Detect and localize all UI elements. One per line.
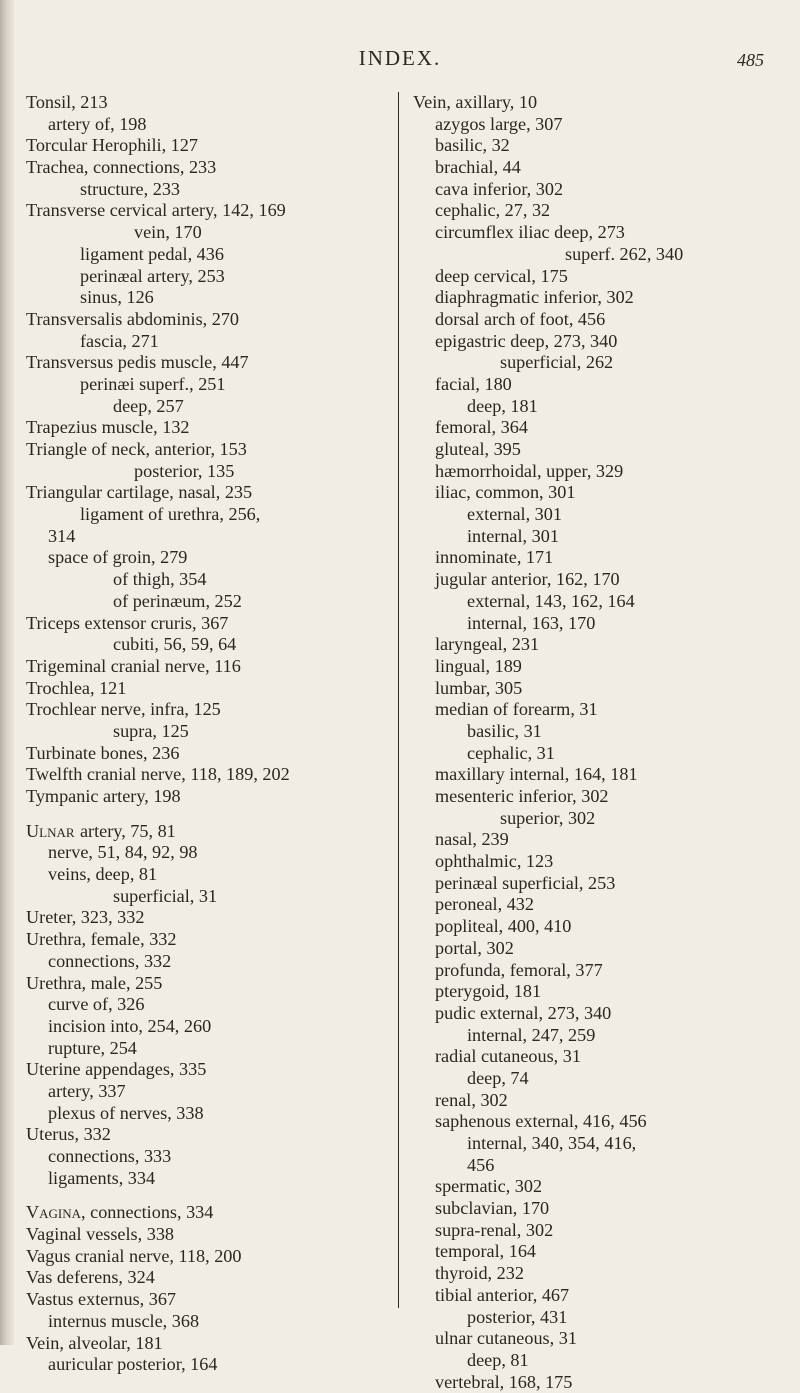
index-entry: auricular posterior, 164 <box>48 1354 218 1375</box>
index-entry: Urethra, male, 255 <box>26 972 163 993</box>
index-entry: curve of, 326 <box>48 994 145 1015</box>
index-entry: cephalic, 31 <box>467 742 555 763</box>
index-entry: supra-renal, 302 <box>435 1219 554 1240</box>
index-entry <box>26 1202 381 1224</box>
index-entry: jugular anterior, 162, 170 <box>435 569 620 590</box>
index-entry: deep, 81 <box>467 1349 529 1370</box>
index-entry: internal, 163, 170 <box>467 612 596 633</box>
index-entry: subclavian, 170 <box>435 1198 550 1219</box>
index-entry: veins, deep, 81 <box>48 864 158 885</box>
index-entry: median of forearm, 31 <box>435 699 598 720</box>
index-column-left <box>26 92 381 1376</box>
index-entry: posterior, 135 <box>134 460 235 481</box>
index-entry: superficial, 31 <box>113 885 218 906</box>
index-entry: ligaments, 334 <box>48 1167 156 1188</box>
index-entry: brachial, 44 <box>435 157 521 178</box>
book-spine-shadow <box>0 0 14 1345</box>
index-entry: structure, 233 <box>80 178 181 199</box>
index-entry: deep cervical, 175 <box>435 265 568 286</box>
index-entry: saphenous external, 416, 456 <box>435 1111 647 1132</box>
index-entry: cubiti, 56, 59, 64 <box>113 634 237 655</box>
index-entry: ligament pedal, 436 <box>80 243 224 264</box>
index-entry: Turbinate bones, 236 <box>26 742 180 763</box>
index-entry: deep, 257 <box>113 395 184 416</box>
index-entry-head: Vagina <box>26 1202 82 1223</box>
index-entry: Torcular Herophili, 127 <box>26 135 198 156</box>
index-entry: Twelfth cranial nerve, 118, 189, 202 <box>26 764 290 785</box>
index-entry: Vastus externus, 367 <box>26 1289 177 1310</box>
index-entry: cephalic, 27, 32 <box>435 200 551 221</box>
index-entry: internus muscle, 368 <box>48 1310 200 1331</box>
index-entry: Trigeminal cranial nerve, 116 <box>26 655 241 676</box>
index-entry: peroneal, 432 <box>435 894 534 915</box>
index-entry: supra, 125 <box>113 720 189 741</box>
index-entry: azygos large, 307 <box>435 113 563 134</box>
index-entry: Uterine appendages, 335 <box>26 1059 207 1080</box>
index-entry: Transversus pedis muscle, 447 <box>26 352 249 373</box>
index-entry: ophthalmic, 123 <box>435 851 554 872</box>
index-entry: mesenteric inferior, 302 <box>435 786 609 806</box>
index-entry: deep, 181 <box>467 395 538 416</box>
index-entry: artery of, 198 <box>48 113 147 134</box>
index-entry: ligament of urethra, 256, <box>80 504 261 525</box>
index-entry: fascia, 271 <box>80 330 159 351</box>
index-entry-text: artery, 75, 81 <box>79 820 176 841</box>
index-entry: lingual, 189 <box>435 655 522 676</box>
index-entry: superficial, 262 <box>500 352 614 373</box>
index-entry: innominate, 171 <box>435 547 554 568</box>
index-entry: Vein, axillary, 10 <box>413 92 538 112</box>
index-entry: connections, 333 <box>48 1146 172 1166</box>
index-entry: ulnar cutaneous, 31 <box>435 1328 577 1349</box>
index-entry: perinæal artery, 253 <box>80 265 225 286</box>
index-entry: sinus, 126 <box>80 287 154 308</box>
index-entry: cava inferior, 302 <box>435 178 564 199</box>
index-entry: Ureter, 323, 332 <box>26 907 145 928</box>
index-entry: temporal, 164 <box>435 1241 537 1262</box>
index-entry-text: , connections, 334 <box>81 1202 214 1223</box>
index-entry: Trochlea, 121 <box>26 677 127 698</box>
index-entry: radial cutaneous, 31 <box>435 1046 581 1067</box>
index-entry: external, 301 <box>467 504 562 525</box>
index-entry: Triangle of neck, anterior, 153 <box>26 439 247 459</box>
page-title: INDEX. <box>358 46 442 70</box>
index-entry: artery, 337 <box>48 1080 126 1101</box>
index-entry: basilic, 32 <box>435 135 510 156</box>
index-entry: gluteal, 395 <box>435 439 521 459</box>
index-entry: posterior, 431 <box>467 1306 568 1327</box>
index-entry: spermatic, 302 <box>435 1176 543 1197</box>
index-entry: renal, 302 <box>435 1089 508 1110</box>
index-entry: external, 143, 162, 164 <box>467 590 635 611</box>
index-entry: connections, 332 <box>48 950 172 971</box>
index-entry: nerve, 51, 84, 92, 98 <box>48 842 198 863</box>
index-entry-head: Ulnar <box>26 820 75 841</box>
index-entry: dorsal arch of foot, 456 <box>435 308 606 329</box>
index-entry: Transversalis abdominis, 270 <box>26 308 240 329</box>
index-entry: maxillary internal, 164, 181 <box>435 764 638 785</box>
index-entry: epigastric deep, 273, 340 <box>435 330 618 351</box>
index-entry: lumbar, 305 <box>435 677 523 698</box>
index-entry: pudic external, 273, 340 <box>435 1002 612 1023</box>
index-entry: Vein, alveolar, 181 <box>26 1332 163 1353</box>
index-entry: vein, 170 <box>134 222 202 243</box>
index-entry: profunda, femoral, 377 <box>435 959 603 980</box>
page-header <box>0 0 800 80</box>
index-entry: thyroid, 232 <box>435 1263 524 1284</box>
index-entry: diaphragmatic inferior, 302 <box>435 287 634 308</box>
index-entry: 456 <box>467 1154 495 1175</box>
index-entry: Vas deferens, 324 <box>26 1267 155 1288</box>
index-entry: hæmorrhoidal, upper, 329 <box>435 460 624 481</box>
index-entry: vertebral, 168, 175 <box>435 1371 573 1392</box>
index-column-right <box>413 92 768 1393</box>
index-entry: Transverse cervical artery, 142, 169 <box>26 200 286 221</box>
index-entry: Vagus cranial nerve, 118, 200 <box>26 1245 242 1266</box>
index-entry: Urethra, female, 332 <box>26 929 177 950</box>
index-entry: perinæal superficial, 253 <box>435 872 616 893</box>
index-entry: circumflex iliac deep, 273 <box>435 222 625 243</box>
index-entry: Tympanic artery, 198 <box>26 786 181 806</box>
index-entry: of thigh, 354 <box>113 569 207 590</box>
index-entry: pterygoid, 181 <box>435 981 542 1002</box>
index-entry: superior, 302 <box>500 807 596 828</box>
index-entry: Trachea, connections, 233 <box>26 157 217 178</box>
index-entry: laryngeal, 231 <box>435 634 540 655</box>
index-entry: Tonsil, 213 <box>26 92 108 112</box>
index-entry: plexus of nerves, 338 <box>48 1102 204 1123</box>
index-entry: perinæi superf., 251 <box>80 373 226 394</box>
index-entry: deep, 74 <box>467 1067 529 1088</box>
index-entry: internal, 247, 259 <box>467 1024 596 1045</box>
index-entry: 314 <box>48 525 76 546</box>
index-entry: internal, 340, 354, 416, <box>467 1133 637 1153</box>
index-entry: incision into, 254, 260 <box>48 1015 212 1036</box>
index-entry: of perinæum, 252 <box>113 590 242 611</box>
index-entry: nasal, 239 <box>435 829 509 850</box>
index-entry: Vaginal vessels, 338 <box>26 1224 175 1245</box>
index-entry: rupture, 254 <box>48 1037 137 1058</box>
index-entry <box>26 821 381 843</box>
index-entry: basilic, 31 <box>467 720 542 741</box>
index-entry: Triangular cartilage, nasal, 235 <box>26 482 253 503</box>
page-number: 485 <box>737 50 764 70</box>
column-divider <box>398 92 399 1308</box>
index-entry: popliteal, 400, 410 <box>435 916 572 937</box>
index-entry: space of groin, 279 <box>48 547 188 568</box>
index-entry: facial, 180 <box>435 373 512 394</box>
index-entry: internal, 301 <box>467 525 559 546</box>
index-entry: iliac, common, 301 <box>435 482 576 503</box>
index-entry: Triceps extensor cruris, 367 <box>26 612 229 633</box>
index-entry: femoral, 364 <box>435 417 528 438</box>
index-entry: Uterus, 332 <box>26 1124 111 1145</box>
index-entry: Trochlear nerve, infra, 125 <box>26 699 221 720</box>
index-entry: portal, 302 <box>435 937 514 958</box>
index-entry: Trapezius muscle, 132 <box>26 417 190 438</box>
index-entry: superf. 262, 340 <box>565 243 684 264</box>
index-entry: tibial anterior, 467 <box>435 1284 570 1305</box>
